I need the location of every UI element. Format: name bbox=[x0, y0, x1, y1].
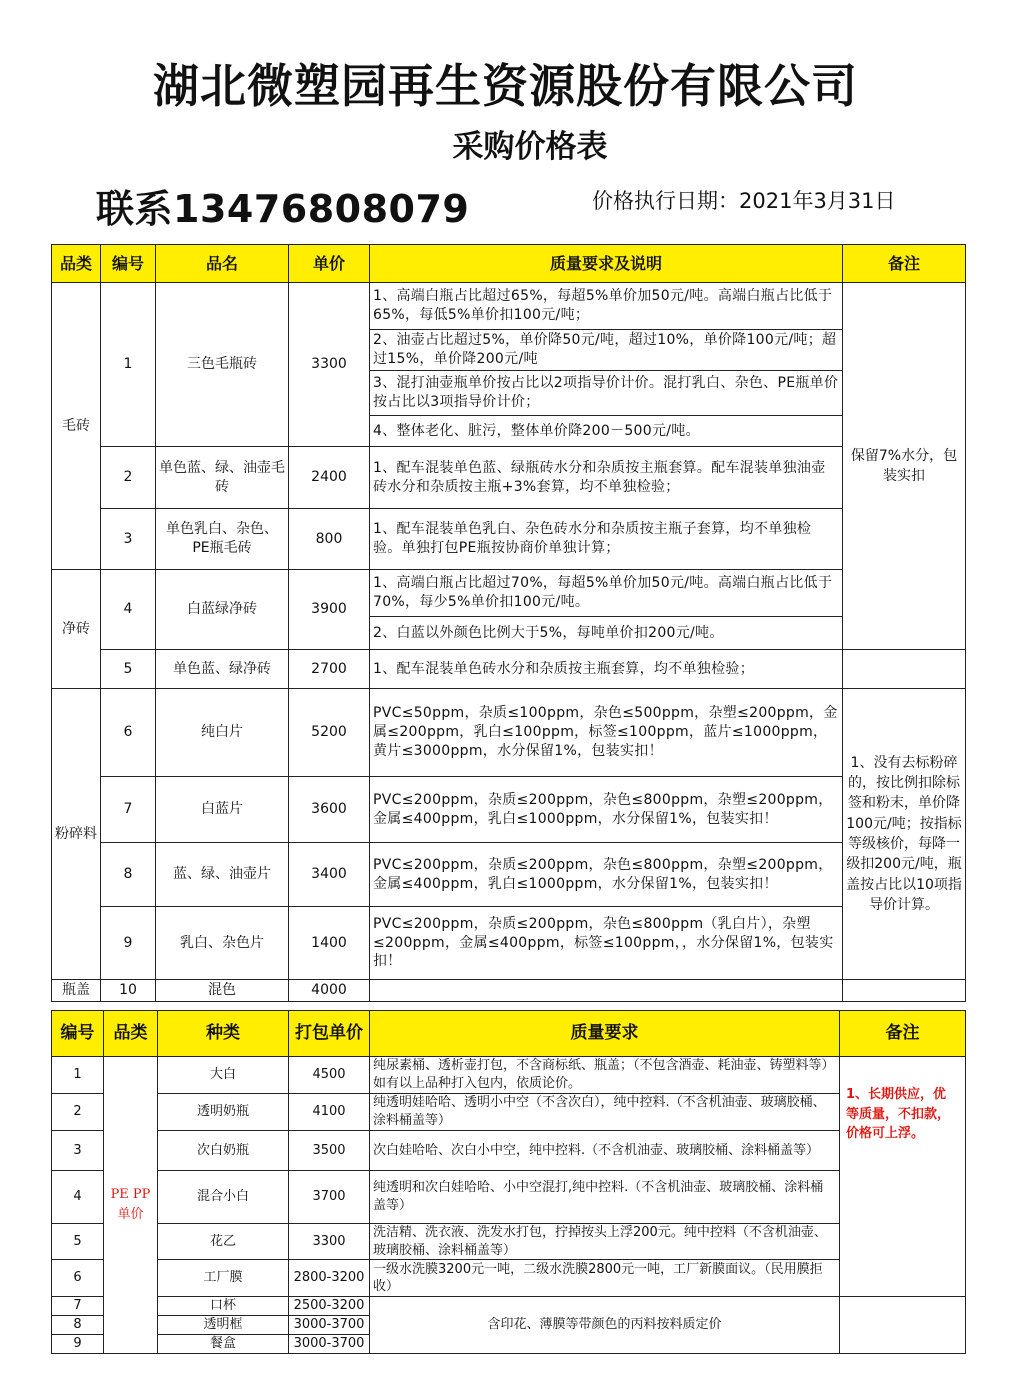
effective-date: 价格执行日期：2021年3月31日 bbox=[592, 189, 896, 213]
item-price: 3000-3700 bbox=[289, 1335, 370, 1354]
quality-text: 1、配车混装单色砖水分和杂质按主瓶套算，均不单独检验； bbox=[370, 650, 843, 689]
item-price: 5200 bbox=[289, 689, 370, 777]
remark-empty bbox=[843, 980, 966, 1002]
item-number: 1 bbox=[52, 1057, 104, 1094]
header-category: 品类 bbox=[52, 245, 101, 283]
table-header-row bbox=[52, 1011, 966, 1057]
item-price: 4000 bbox=[289, 980, 370, 1002]
item-number: 7 bbox=[101, 777, 156, 843]
table-row bbox=[52, 777, 966, 843]
item-price: 2800-3200 bbox=[289, 1260, 370, 1297]
category-cell: 粉碎料 bbox=[52, 689, 101, 980]
item-name: 单色蓝、绿、油壶毛砖 bbox=[156, 447, 289, 509]
quality-text: 纯尿素桶、透析壶打包，不含商标纸、瓶盖；（不包含酒壶、耗油壶、铸塑料等）如有以上品种打入包内，依质论价。 bbox=[370, 1057, 840, 1094]
item-price: 3900 bbox=[289, 570, 370, 650]
item-number: 9 bbox=[101, 907, 156, 980]
header-category: 品类 bbox=[104, 1011, 158, 1057]
item-name: 白蓝绿净砖 bbox=[156, 570, 289, 650]
quality-text: PVC≤200ppm，杂质≤200ppm，杂色≤800ppm，杂塑≤200ppm，金属≤400ppm，乳白≤1000ppm，水分保留1%，包装实扣！ bbox=[370, 843, 843, 907]
item-kind: 大白 bbox=[158, 1057, 289, 1094]
quality-text: 3、混打油壶瓶单价按占比以2项指导价计价。混打乳白、杂色、PE瓶单价按占比以3项指导价计价； bbox=[370, 371, 843, 416]
item-price: 3700 bbox=[289, 1171, 370, 1224]
remark-red: 1、长期供应，优等质量，不扣款，价格可上浮。 bbox=[840, 1057, 966, 1297]
item-price: 3600 bbox=[289, 777, 370, 843]
item-name: 白蓝片 bbox=[156, 777, 289, 843]
item-number: 5 bbox=[52, 1224, 104, 1260]
category-cell: 净砖 bbox=[52, 570, 101, 689]
item-name: 单色蓝、绿净砖 bbox=[156, 650, 289, 689]
item-kind: 透明奶瓶 bbox=[158, 1094, 289, 1131]
category-pe-pp: PE PP 单价 bbox=[104, 1057, 158, 1354]
item-number: 9 bbox=[52, 1335, 104, 1354]
item-number: 8 bbox=[52, 1316, 104, 1335]
table-row bbox=[52, 509, 966, 570]
item-name: 蓝、绿、油壶片 bbox=[156, 843, 289, 907]
item-number: 5 bbox=[101, 650, 156, 689]
quality-text: 4、整体老化、脏污，整体单价降200－500元/吨。 bbox=[370, 416, 843, 447]
header-quality: 质量要求 bbox=[370, 1011, 840, 1057]
quality-merged: 含印花、薄膜等带颜色的丙料按料质定价 bbox=[370, 1297, 840, 1354]
header-remark: 备注 bbox=[843, 245, 966, 283]
page-title: 采购价格表 bbox=[452, 129, 608, 165]
item-number: 6 bbox=[52, 1260, 104, 1297]
item-number: 3 bbox=[101, 509, 156, 570]
quality-text bbox=[370, 980, 843, 1002]
table-row bbox=[52, 1171, 966, 1224]
table-row bbox=[52, 907, 966, 980]
item-number: 6 bbox=[101, 689, 156, 777]
quality-text: 一级水洗膜3200元一吨，二级水洗膜2800元一吨，工厂新膜面议。（民用膜拒收） bbox=[370, 1260, 840, 1297]
item-kind: 次白奶瓶 bbox=[158, 1131, 289, 1171]
table-row bbox=[52, 1224, 966, 1260]
header-number: 编号 bbox=[101, 245, 156, 283]
header-pack-price: 打包单价 bbox=[289, 1011, 370, 1057]
item-price: 2400 bbox=[289, 447, 370, 509]
remark-empty bbox=[843, 650, 966, 689]
table-row bbox=[52, 689, 966, 777]
table-row bbox=[52, 1131, 966, 1171]
quality-text: 纯透明娃哈哈、透明小中空（不含次白），纯中控料.（不含机油壶、玻璃胶桶、涂料桶盖等） bbox=[370, 1094, 840, 1131]
category-cell: 瓶盖 bbox=[52, 980, 101, 1002]
item-number: 7 bbox=[52, 1297, 104, 1316]
price-table-pet bbox=[51, 244, 966, 1002]
item-price: 3500 bbox=[289, 1131, 370, 1171]
item-price: 4500 bbox=[289, 1057, 370, 1094]
item-name: 单色乳白、杂色、PE瓶毛砖 bbox=[156, 509, 289, 570]
category-cell: 毛砖 bbox=[52, 283, 101, 570]
item-number: 4 bbox=[101, 570, 156, 650]
item-price: 3400 bbox=[289, 843, 370, 907]
item-number: 8 bbox=[101, 843, 156, 907]
table-row bbox=[52, 283, 966, 330]
header-kind: 种类 bbox=[158, 1011, 289, 1057]
item-price: 1400 bbox=[289, 907, 370, 980]
remark-empty bbox=[840, 1297, 966, 1354]
quality-text: PVC≤200ppm，杂质≤200ppm，杂色≤800ppm（乳白片），杂塑≤200ppm，金属≤400ppm，标签≤100ppm，，水分保留1%，包装实扣！ bbox=[370, 907, 843, 980]
item-kind: 花乙 bbox=[158, 1224, 289, 1260]
table-row bbox=[52, 1094, 966, 1131]
item-price: 3300 bbox=[289, 1224, 370, 1260]
table-header-row bbox=[52, 245, 966, 283]
item-price: 2700 bbox=[289, 650, 370, 689]
item-kind: 工厂膜 bbox=[158, 1260, 289, 1297]
table-row bbox=[52, 1057, 966, 1094]
quality-text: 次白娃哈哈、次白小中空，纯中控料.（不含机油壶、玻璃胶桶、涂料桶盖等） bbox=[370, 1131, 840, 1171]
header-quality: 质量要求及说明 bbox=[370, 245, 843, 283]
quality-text: 纯透明和次白娃哈哈、小中空混打,纯中控料.（不含机油壶、玻璃胶桶、涂料桶盖等） bbox=[370, 1171, 840, 1224]
header-remark: 备注 bbox=[840, 1011, 966, 1057]
item-price: 3300 bbox=[289, 283, 370, 447]
item-price: 2500-3200 bbox=[289, 1297, 370, 1316]
quality-text: 洗洁精、洗衣液、洗发水打包，拧掉按头上浮200元。纯中控料（不含机油壶、玻璃胶桶、涂料桶盖等） bbox=[370, 1224, 840, 1260]
quality-text: 1、配车混装单色乳白、杂色砖水分和杂质按主瓶子套算，均不单独检验。单独打包PE瓶按协商价单独计算； bbox=[370, 509, 843, 570]
item-number: 1 bbox=[101, 283, 156, 447]
quality-text: 2、油壶占比超过5%，单价降50元/吨，超过10%，单价降100元/吨；超过15%，单价降200元/吨 bbox=[370, 330, 843, 371]
item-name: 纯白片 bbox=[156, 689, 289, 777]
item-kind: 口杯 bbox=[158, 1297, 289, 1316]
table-row bbox=[52, 1297, 966, 1316]
item-price: 800 bbox=[289, 509, 370, 570]
quality-text: 1、高端白瓶占比超过65%，每超5%单价加50元/吨。高端白瓶占比低于65%，每低5%单价扣100元/吨； bbox=[370, 283, 843, 330]
quality-text: PVC≤50ppm，杂质≤100ppm，杂色≤500ppm，杂塑≤200ppm，金属≤200ppm，乳白≤100ppm，标签≤100ppm，蓝片≤1000ppm，黄片≤3000ppm，水分保留1%，包装实扣！ bbox=[370, 689, 843, 777]
quality-text: 1、高端白瓶占比超过70%，每超5%单价加50元/吨。高端白瓶占比低于70%，每少5%单价扣100元/吨。 bbox=[370, 570, 843, 617]
table-row bbox=[52, 843, 966, 907]
item-number: 2 bbox=[52, 1094, 104, 1131]
item-price: 3000-3700 bbox=[289, 1316, 370, 1335]
item-kind: 混合小白 bbox=[158, 1171, 289, 1224]
table-row bbox=[52, 980, 966, 1002]
company-name: 湖北微塑园再生资源股份有限公司 bbox=[153, 59, 858, 113]
table-row bbox=[52, 650, 966, 689]
item-kind: 餐盒 bbox=[158, 1335, 289, 1354]
item-number: 10 bbox=[101, 980, 156, 1002]
item-name: 三色毛瓶砖 bbox=[156, 283, 289, 447]
remark-brick: 保留7%水分，包装实扣 bbox=[843, 283, 966, 650]
item-name: 混色 bbox=[156, 980, 289, 1002]
price-table-pe-pp bbox=[51, 1010, 966, 1354]
table-row bbox=[52, 1260, 966, 1297]
item-name: 乳白、杂色片 bbox=[156, 907, 289, 980]
item-number: 2 bbox=[101, 447, 156, 509]
table-row bbox=[52, 447, 966, 509]
header-price: 单价 bbox=[289, 245, 370, 283]
header-number: 编号 bbox=[52, 1011, 104, 1057]
item-number: 3 bbox=[52, 1131, 104, 1171]
item-kind: 透明框 bbox=[158, 1316, 289, 1335]
contact-phone: 联系13476808079 bbox=[96, 187, 470, 231]
header-name: 品名 bbox=[156, 245, 289, 283]
quality-text: 1、配车混装单色蓝、绿瓶砖水分和杂质按主瓶套算。配车混装单独油壶砖水分和杂质按主瓶+3%套算，均不单独检验； bbox=[370, 447, 843, 509]
remark-flake: 1、没有去标粉碎的，按比例扣除标签和粉末，单价降100元/吨；按指标等级核价，每降一级扣200元/吨，瓶盖按占比以10项指导价计算。 bbox=[843, 689, 966, 980]
quality-text: PVC≤200ppm，杂质≤200ppm，杂色≤800ppm，杂塑≤200ppm，金属≤400ppm，乳白≤1000ppm，水分保留1%，包装实扣！ bbox=[370, 777, 843, 843]
table-row bbox=[52, 570, 966, 617]
item-number: 4 bbox=[52, 1171, 104, 1224]
quality-text: 2、白蓝以外颜色比例大于5%，每吨单价扣200元/吨。 bbox=[370, 617, 843, 650]
item-price: 4100 bbox=[289, 1094, 370, 1131]
